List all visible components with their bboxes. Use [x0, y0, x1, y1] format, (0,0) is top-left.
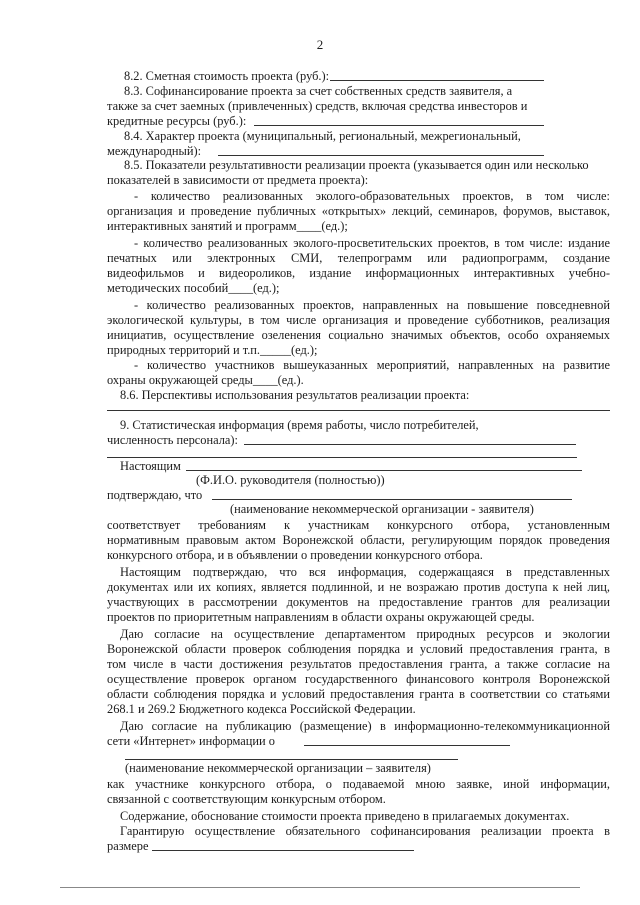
- text-line: - количество реализованных эколого-образовательных проектов, в том числе:: [134, 189, 610, 203]
- text-line: нормативным правовым актом Воронежской области, регулирующим порядок проведения: [107, 533, 610, 547]
- text-line: Даю согласие на осуществление департаментом природных ресурсов и экологии: [120, 627, 610, 641]
- text-line: показателей в зависимости от предмета проекта):: [107, 173, 369, 187]
- text-line: охраны окружающей среды____(ед.).: [107, 373, 304, 387]
- fill-in-line: [218, 155, 544, 156]
- text-line: Даю согласие на публикацию (размещение) в информационно-телекоммуникационной: [120, 719, 610, 733]
- text-line: области соблюдения порядка и условий предоставления гранта в соответствии со статьями: [107, 687, 610, 701]
- text-line: соответствует требованиям к участникам конкурсного отбора, установленным: [107, 518, 610, 532]
- text-line: Содержание, обоснование стоимости проекта приведено в прилагаемых документах.: [120, 809, 570, 823]
- fill-in-line: [330, 80, 544, 81]
- text-line: конкурсного отбора, и в объявлении о проведении конкурсного отбора.: [107, 548, 483, 562]
- fill-in-line: [212, 499, 572, 500]
- text-line: размере: [107, 839, 149, 853]
- text-line: численность персонала):: [107, 433, 238, 447]
- text-line: Настоящим: [120, 459, 181, 473]
- caption-line: (Ф.И.О. руководителя (полностью)): [196, 473, 385, 487]
- text-line: 8.5. Показатели результативности реализации проекта (указывается один или несколько: [124, 158, 589, 172]
- text-line: методических пособий____(ед.);: [107, 281, 280, 295]
- text-line: связанной с соответствующим конкурсным отбором.: [107, 792, 386, 806]
- text-line: - количество участников вышеуказанных мероприятий, направленных на развитие: [134, 358, 610, 372]
- text-line: 8.2. Сметная стоимость проекта (руб.):: [124, 69, 330, 83]
- text-line: участвующих в рассмотрении документов на предоставление грантов для реализации: [107, 595, 610, 609]
- text-line: 8.3. Софинансирование проекта за счет собственных средств заявителя, а: [124, 84, 513, 98]
- text-line: документах или их копиях, является подлинной, и не возражаю против доступа к ней лиц,: [107, 580, 610, 594]
- text-line: печатных или электронных СМИ, телепрограмм или радиопрограмм, создание: [107, 251, 610, 265]
- text-line: 8.6. Перспективы использования результатов реализации проекта:: [120, 388, 470, 402]
- text-line: организация и проведение публичных «открытых» лекций, семинаров, форумов, выставок,: [107, 204, 610, 218]
- text-line: Настоящим подтверждаю, что вся информация, содержащаяся в представленных: [120, 565, 610, 579]
- text-line: 268.1 и 269.2 Бюджетного кодекса Российской Федерации.: [107, 702, 416, 716]
- text-line: - количество реализованных эколого-просветительских проектов, в том числе: издание: [134, 236, 610, 250]
- text-line: проектов по приоритетным направлениям в области охраны окружающей среды.: [107, 610, 535, 624]
- caption-line: (наименование некоммерческой организации - заявителя): [230, 502, 534, 516]
- text-line: природных территорий и т.п._____(ед.);: [107, 343, 318, 357]
- text-line: кредитные ресурсы (руб.):: [107, 114, 247, 128]
- fill-in-line: [186, 470, 582, 471]
- fill-in-line: [125, 759, 458, 760]
- text-line: - количество реализованных проектов, направленных на повышение повседневной: [134, 298, 610, 312]
- page-edge-line: [60, 887, 580, 888]
- text-line: также за счет заемных (привлеченных) средств, включая средства инвесторов и: [107, 99, 528, 113]
- fill-in-line: [244, 444, 576, 445]
- fill-in-line: [152, 850, 414, 851]
- text-line: Гарантирую осуществление обязательного софинансирования реализации проекта в: [120, 824, 610, 838]
- text-line: как участнике конкурсного отбора, о подаваемой мною заявке, иной информации,: [107, 777, 610, 791]
- text-line: 8.4. Характер проекта (муниципальный, региональный, межрегиональный,: [124, 129, 521, 143]
- text-line: Воронежской области проверок соблюдения порядка и условий предоставления гранта, в: [107, 642, 610, 656]
- fill-in-line: [254, 125, 544, 126]
- text-line: 9. Статистическая информация (время работы, число потребителей,: [120, 418, 479, 432]
- text-line: сети «Интернет» информации о: [107, 734, 275, 748]
- text-line: подтверждаю, что: [107, 488, 203, 502]
- fill-in-line: [107, 410, 610, 411]
- fill-in-line: [107, 457, 577, 458]
- text-line: том числе в части достижения результатов предоставления гранта, а также согласие на: [107, 657, 610, 671]
- text-line: экологической культуры, в том числе организация и проведение субботников, реализация: [107, 313, 610, 327]
- text-line: международный):: [107, 144, 202, 158]
- text-line: инициатив, осуществление озеленения социально значимых объектов, особо охраняемых: [107, 328, 610, 342]
- text-line: интерактивных занятий и программ____(ед.);: [107, 219, 348, 233]
- fill-in-line: [304, 745, 510, 746]
- text-line: осуществление проверок органом государственного финансового контроля Воронежской: [107, 672, 610, 686]
- page-number: 2: [316, 37, 324, 52]
- text-line: видеофильмов и видеороликов, издание информационных интерактивных учебно-: [107, 266, 610, 280]
- caption-line: (наименование некоммерческой организации – заявителя): [125, 761, 431, 775]
